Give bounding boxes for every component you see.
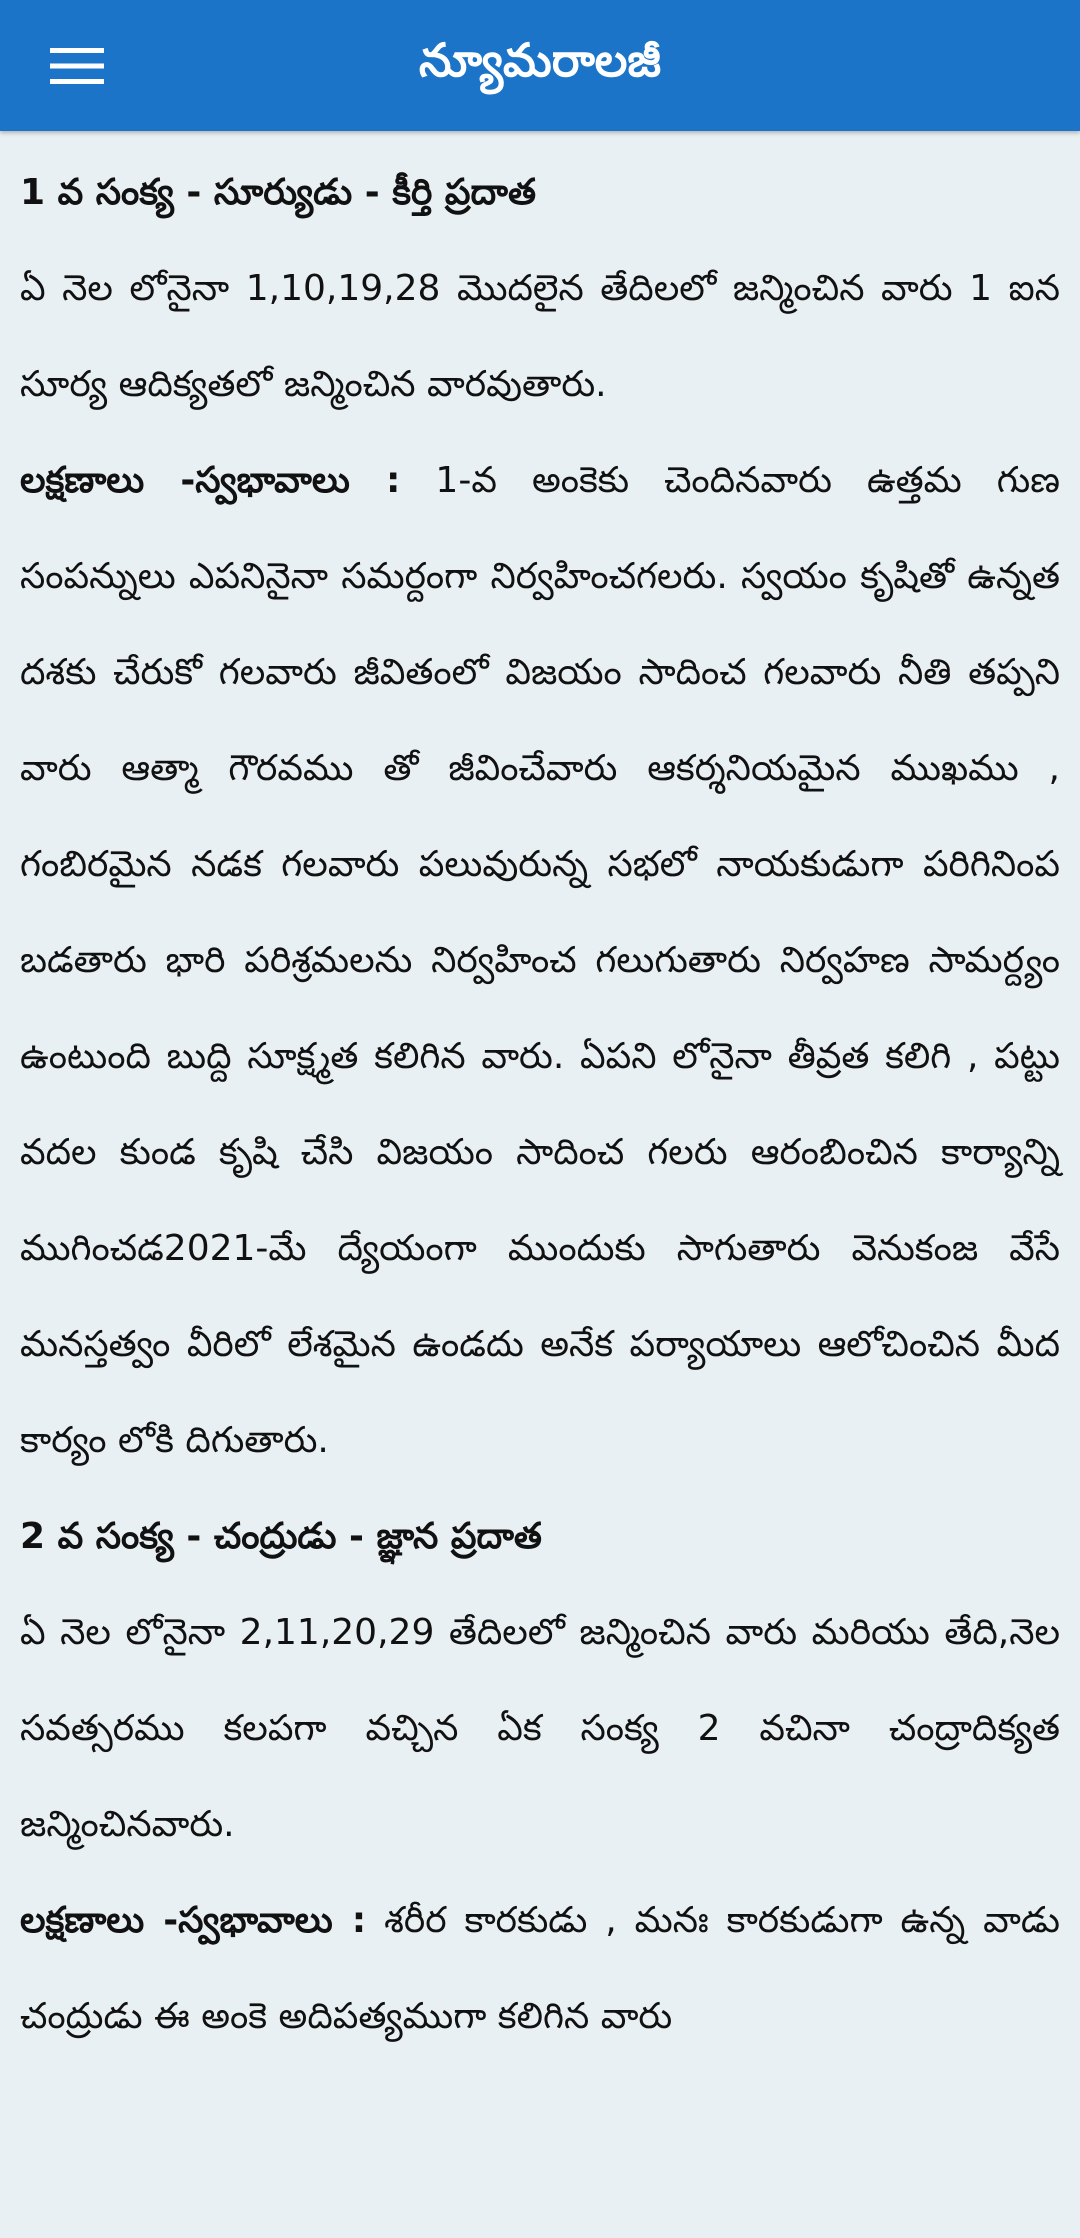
section-heading: 2 వ సంక్య - చంద్రుడు - జ్ఞాన ప్రదాత — [20, 1516, 542, 1557]
section-intro: ఏ నెల లోనైనా 2,11,20,29 తేదిలలో జన్మించిన వారు మరియు తేది,నెల సవత్సరము కలపగా వచ్చిన ఏక సంక్య 2 వచినా చంద్రాదిక్యత జన్మించినవారు. — [20, 1612, 1060, 1845]
traits-text: శరీర కారకుడు , మనః కారకుడుగా ఉన్న వాడు చంద్రుడు ఈ అంకె అదిపత్యముగా కలిగిన వారు — [20, 1900, 1060, 2037]
section-heading: 1 వ సంక్య - సూర్యుడు - కీర్తి ప్రదాత — [20, 172, 536, 213]
app-title: న్యూమరాలజీ — [418, 32, 662, 87]
traits-label: లక్షణాలు -స్వభావాలు : — [20, 1900, 367, 1941]
section-intro: ఏ నెల లోనైనా 1,10,19,28 మొదలైన తేదిలలో జన్మించిన వారు 1 ఐన సూర్య ఆదిక్యతలో జన్మించిన వారవుతారు. — [20, 268, 1060, 405]
hamburger-menu-icon — [50, 48, 104, 84]
menu-button[interactable] — [30, 28, 124, 104]
app-bar — [0, 0, 1080, 131]
traits-label: లక్షణాలు -స్వభావాలు : — [20, 460, 401, 501]
traits-paragraph — [20, 433, 1060, 1489]
article-content[interactable] — [0, 131, 1080, 2238]
traits-text: 1-వ అంకెకు చెందినవారు ఉత్తమ గుణ సంపన్నులు ఎపనినైనా సమర్దంగా నిర్వహించగలరు. స్వయం కృషితో ఉన్నత దశకు చేరుకో గలవారు జీవితంలో విజయం సాదించ గలవారు నీతి తప్పని వారు ఆత్మా గౌరవము తో జీవించేవారు ఆకర్శనియమైన ముఖము , గంబిరమైన నడక గలవారు పలువురున్న సభలో నాయకుడుగా పరిగినింప బడతారు భారి పరిశ్రమలను నిర్వహించ గలుగుతారు నిర్వహణ సామర్ద్యం ఉంటుంది బుద్ది సూక్ష్మత కలిగిన వారు. ఏపని లోనైనా తీవ్రత కలిగి , పట్టు వదల కుండ కృషి చేసి విజయం సాదించ గలరు ఆరంబించిన కార్యాన్ని ముగించడ2021-మే ద్యేయంగా ముందుకు సాగుతారు వెనుకంజ వేసే మనస్తత్వం వీరిలో లేశమైన ఉండదు అనేక పర్యాయాలు ఆలోచించిన మీద కార్యం లోకి దిగుతారు. — [20, 460, 1060, 1461]
traits-paragraph — [20, 1873, 1060, 2065]
